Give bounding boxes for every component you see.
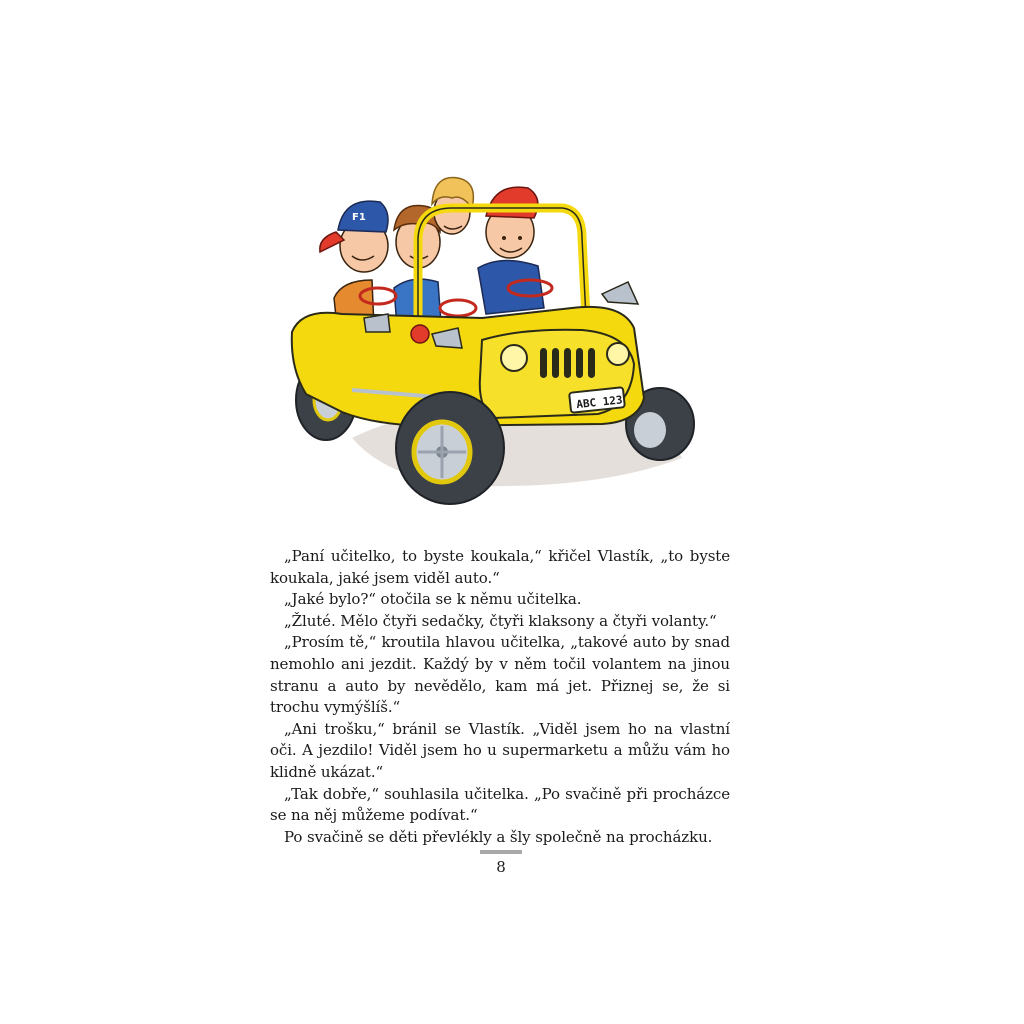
- paragraph: „Tak dobře,“ souhlasila učitelka. „Po svačině při procházce se na něj můžeme podívat.“: [270, 784, 730, 825]
- paragraph: „Prosím tě,“ kroutila hlavou učitelka, „takové auto by snad nemohlo ani jezdit. Každý by v něm točil volantem na jinou stranu a auto by nevědělo, kam má jet. Přiznej se, že si trochu vymýšlíš.“: [270, 633, 730, 717]
- front-wheel: [396, 392, 504, 504]
- story-text: [270, 546, 730, 848]
- paragraph: „Ani trošku,“ bránil se Vlastík. „Viděl jsem ho na vlastní oči. A jezdilo! Viděl jsem ho u supermarketu a můžu vám ho klidně ukázat.“: [270, 719, 730, 781]
- headlight-left: [501, 345, 527, 371]
- headlight-right: [607, 343, 629, 365]
- paragraph: „Jaké bylo?“ otočila se k němu učitelka.: [284, 590, 582, 609]
- steering-wheel-2: [440, 300, 476, 316]
- page-number-bar: [480, 850, 522, 854]
- paragraph: Po svačině se děti převlékly a šly společně na procházku.: [284, 827, 713, 846]
- plate-text: ABC 123: [575, 393, 624, 412]
- license-plate: [569, 387, 625, 413]
- paragraph: „Žluté. Mělo čtyři sedačky, čtyři klaksony a čtyři volanty.“: [284, 611, 717, 630]
- horn-bulb: [411, 325, 429, 343]
- jeep-with-children-picture: [282, 168, 712, 516]
- car-illustration: [282, 168, 712, 516]
- cap-badge-text: F1: [352, 212, 366, 223]
- page-number: 8: [496, 858, 506, 876]
- page-footer: [478, 850, 524, 876]
- paragraph: „Paní učitelko, to byste koukala,“ křičel Vlastík, „to byste koukala, jaké jsem viděl auto.“: [270, 547, 730, 587]
